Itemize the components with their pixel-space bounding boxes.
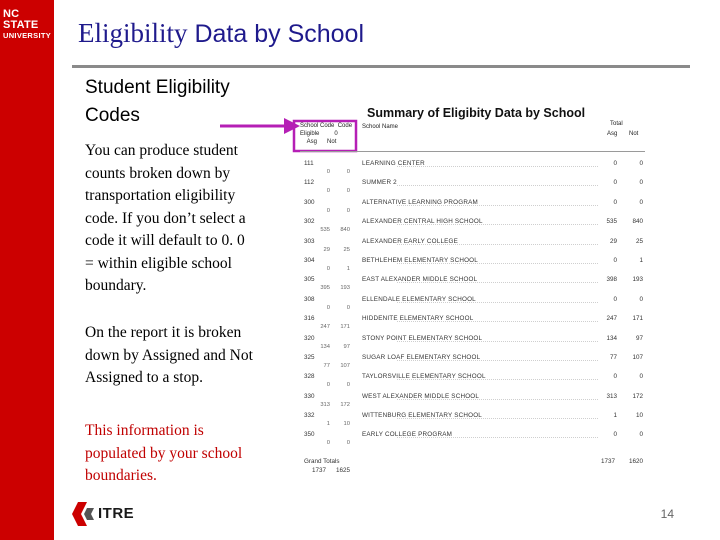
row-asg: 0	[326, 304, 330, 311]
hdr-code: Code	[337, 123, 353, 129]
row-total-not: 171	[632, 315, 643, 323]
row-code: 300	[304, 198, 315, 206]
row-asg: 535	[320, 227, 330, 234]
grand-totals-label: Grand Totals	[304, 458, 340, 465]
row-total-asg: 0	[613, 256, 617, 264]
logo-line1: NC STATE	[3, 8, 39, 31]
report-rows	[292, 157, 650, 448]
row-code: 303	[304, 237, 315, 245]
row-code: 330	[304, 392, 315, 400]
header-divider	[300, 151, 645, 152]
report-title: Summary of Eligibity Data by School	[367, 106, 586, 120]
row-asg: 0	[326, 207, 330, 214]
row-leader	[397, 360, 598, 361]
table-row	[292, 428, 650, 447]
row-total-asg: 134	[606, 334, 617, 342]
row-not: 1	[346, 265, 350, 272]
hdr-not: Not	[327, 139, 337, 145]
row-leader	[397, 244, 598, 245]
table-row	[292, 273, 650, 292]
row-leader	[397, 379, 598, 380]
row-not: 0	[346, 382, 350, 389]
row-leader	[397, 418, 598, 419]
row-school-name: TAYLORSVILLE ELEMENTARY SCHOOL	[362, 373, 486, 381]
row-total-not: 107	[632, 353, 643, 361]
itre-logo-text: ITRE	[98, 505, 135, 522]
row-total-not: 172	[632, 392, 643, 400]
row-code: 305	[304, 276, 315, 284]
row-leader	[397, 399, 598, 400]
row-school-name: STONY POINT ELEMENTARY SCHOOL	[362, 334, 483, 342]
row-code: 325	[304, 353, 315, 361]
row-asg: 134	[320, 343, 330, 350]
row-asg: 247	[320, 324, 330, 331]
highlight-box	[292, 119, 360, 154]
row-not: 107	[340, 362, 350, 369]
row-school-name: BETHLEHEM ELEMENTARY SCHOOL	[362, 256, 478, 264]
row-asg: 0	[326, 265, 330, 272]
row-leader	[397, 166, 598, 167]
row-total-asg: 247	[606, 315, 617, 323]
row-total-asg: 0	[613, 295, 617, 303]
row-total-asg: 398	[606, 276, 617, 284]
hdr-school-name: School Name	[362, 124, 399, 130]
row-leader	[397, 205, 598, 206]
table-row	[292, 332, 650, 351]
row-total-asg: 29	[609, 237, 617, 245]
table-row	[292, 312, 650, 331]
row-school-name: ALEXANDER CENTRAL HIGH SCHOOL	[362, 218, 483, 226]
itre-logo	[72, 500, 162, 528]
hdr-eligible: Eligible	[300, 131, 320, 137]
row-total-not: 0	[639, 295, 643, 303]
hdr-zero: 0	[334, 131, 338, 137]
logo-line2: UNIVERSITY	[3, 31, 52, 40]
row-total-asg: 1	[613, 412, 617, 420]
row-not: 172	[340, 401, 350, 408]
row-code: 350	[304, 431, 315, 439]
slide-title-part2: Data by School	[187, 20, 365, 48]
row-leader	[397, 302, 598, 303]
itre-mark-icon	[72, 502, 96, 526]
table-row	[292, 351, 650, 370]
row-not: 10	[343, 421, 350, 428]
row-not: 0	[346, 169, 350, 175]
row-total-not: 0	[639, 179, 643, 187]
row-code: 320	[304, 334, 315, 342]
hdr-total: Total	[610, 121, 623, 127]
hdr-school-code: School Code	[300, 123, 335, 129]
row-leader	[397, 224, 598, 225]
row-code: 308	[304, 295, 315, 303]
row-asg: 0	[326, 382, 330, 389]
row-total-not: 0	[639, 198, 643, 206]
row-leader	[397, 341, 598, 342]
title-rule	[72, 65, 690, 68]
row-asg: 395	[320, 285, 330, 292]
table-row	[292, 215, 650, 234]
row-school-name: ALTERNATIVE LEARNING PROGRAM	[362, 198, 478, 206]
row-total-asg: 535	[606, 218, 617, 226]
row-leader	[397, 282, 598, 283]
row-total-asg: 0	[613, 373, 617, 381]
row-not: 25	[343, 246, 350, 253]
row-total-not: 0	[639, 373, 643, 381]
row-not: 840	[340, 227, 350, 234]
row-code: 316	[304, 315, 315, 323]
row-total-asg: 77	[609, 353, 617, 361]
body-paragraph-1: You can produce student counts broken down by transportation eligibility code. If you don’t select a code it will default to 0. 0 = within eligible school boundary.	[85, 142, 246, 294]
row-total-not: 97	[635, 334, 643, 342]
row-total-asg: 0	[613, 431, 617, 439]
table-row	[292, 370, 650, 389]
row-asg: 29	[323, 246, 330, 253]
row-not: 171	[340, 324, 350, 331]
row-leader	[397, 321, 598, 322]
row-not: 193	[340, 285, 350, 292]
row-school-name: EARLY COLLEGE PROGRAM	[362, 431, 453, 439]
table-row	[292, 254, 650, 273]
row-code: 332	[304, 412, 315, 420]
table-row	[292, 293, 650, 312]
row-not: 0	[346, 440, 350, 447]
row-not: 0	[346, 188, 350, 195]
body-paragraph-2: On the report it is broken down by Assigned and Not Assigned to a stop.	[85, 324, 253, 386]
table-row	[292, 409, 650, 428]
row-asg: 0	[326, 188, 330, 195]
row-school-name: SUMMER 2	[362, 179, 397, 187]
row-total-not: 193	[632, 276, 643, 284]
row-total-asg: 0	[613, 179, 617, 187]
row-not: 97	[343, 343, 350, 350]
row-code: 328	[304, 373, 315, 381]
hdr-total-cols	[607, 131, 638, 137]
row-total-asg: 0	[613, 160, 617, 167]
row-school-name: WEST ALEXANDER MIDDLE SCHOOL	[362, 392, 480, 400]
red-sidebar	[0, 0, 54, 540]
row-code: 112	[304, 179, 315, 187]
row-not: 0	[346, 304, 350, 311]
pointer-arrow	[220, 112, 302, 142]
grand-totals-not: 1625	[336, 467, 351, 474]
row-asg: 0	[326, 440, 330, 447]
table-row	[292, 235, 650, 254]
row-code: 304	[304, 256, 315, 264]
row-total-not: 0	[639, 431, 643, 439]
row-total-asg: 0	[613, 198, 617, 206]
grand-totals-total-not: 1620	[628, 458, 643, 465]
nc-state-logo	[3, 9, 54, 40]
report-image	[292, 104, 650, 482]
callout-paragraph: This information is populated by your school boundaries.	[85, 422, 243, 484]
row-asg: 1	[326, 421, 330, 428]
row-leader	[397, 185, 598, 186]
slide-title	[78, 18, 364, 49]
row-school-name: LEARNING CENTER	[362, 160, 425, 167]
slide-title-part1: Eligibility	[78, 18, 188, 48]
row-leader	[397, 437, 598, 438]
table-row	[292, 157, 650, 176]
row-school-name: ELLENDALE ELEMENTARY SCHOOL	[362, 295, 476, 303]
row-school-name: SUGAR LOAF ELEMENTARY SCHOOL	[362, 353, 481, 361]
grand-totals-total-asg: 1737	[600, 458, 615, 465]
hdr-total-not: Not	[629, 131, 639, 137]
row-school-name: ALEXANDER EARLY COLLEGE	[362, 237, 459, 245]
row-code: 302	[304, 218, 315, 226]
row-school-name: HIDDENITE ELEMENTARY SCHOOL	[362, 315, 474, 323]
table-row	[292, 176, 650, 195]
row-asg: 313	[320, 401, 330, 408]
row-total-not: 10	[635, 412, 643, 420]
grand-totals-asg: 1737	[312, 467, 327, 474]
row-school-name: WITTENBURG ELEMENTARY SCHOOL	[362, 412, 483, 420]
table-row	[292, 196, 650, 215]
row-school-name: EAST ALEXANDER MIDDLE SCHOOL	[362, 276, 478, 284]
section-subhead: Student Eligibility Codes	[85, 77, 230, 126]
row-total-not: 0	[639, 160, 643, 167]
row-not: 0	[346, 207, 350, 214]
row-asg: 0	[326, 169, 330, 175]
table-row	[292, 390, 650, 409]
row-total-not: 25	[635, 237, 643, 245]
hdr-asg: Asg	[306, 139, 318, 145]
hdr-total-asg: Asg	[607, 131, 618, 137]
row-total-not: 1	[639, 256, 643, 264]
page-number: 14	[660, 507, 674, 521]
row-total-not: 840	[632, 218, 643, 226]
row-leader	[397, 263, 598, 264]
row-asg: 77	[323, 362, 330, 369]
row-total-asg: 313	[606, 392, 617, 400]
row-code: 111	[304, 160, 314, 167]
